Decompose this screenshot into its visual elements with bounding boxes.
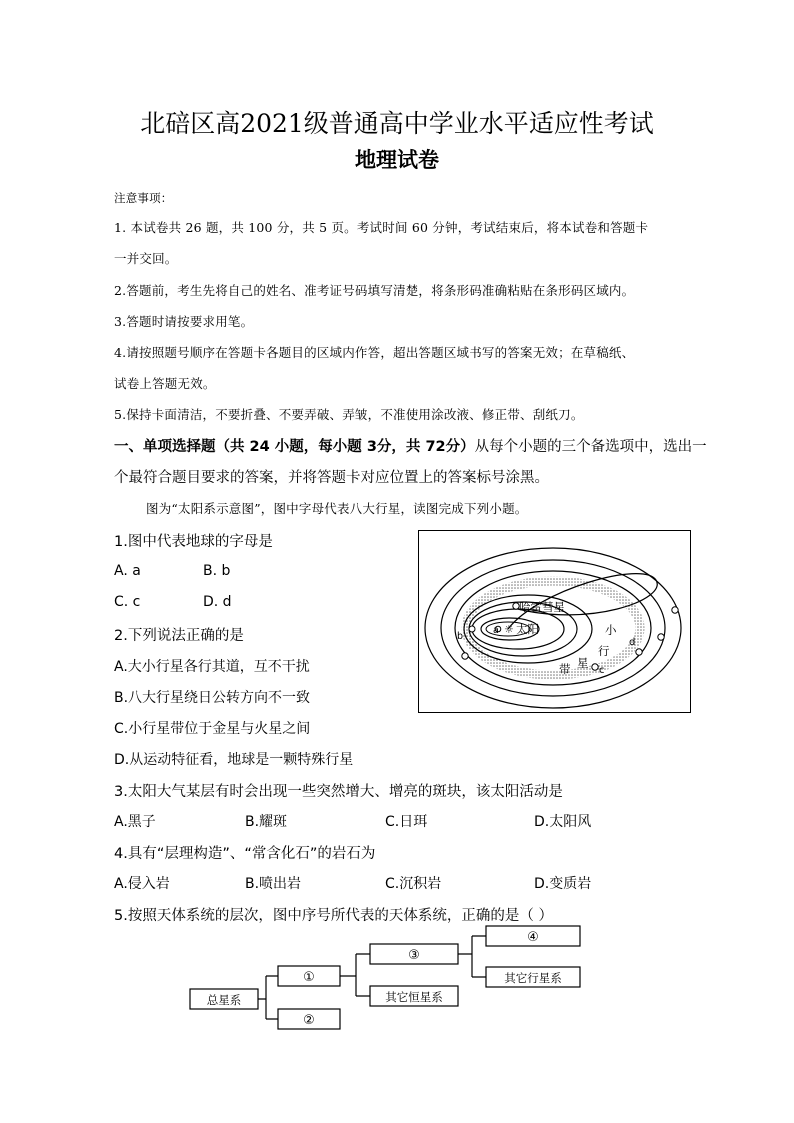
question-stem: 5.按照天体系统的层次，图中序号所代表的天体系统，正确的是（ ） bbox=[114, 908, 553, 924]
celestial-system-hierarchy-diagram bbox=[186, 924, 586, 1034]
option[interactable]: A.侵入岩 bbox=[114, 876, 170, 892]
section-heading: 一、单项选择题（共 24 小题，每小题 3分，共 72分） bbox=[114, 439, 475, 455]
sun-icon: ☼ bbox=[504, 623, 514, 636]
option[interactable]: D. d bbox=[203, 594, 232, 610]
section-instruction-line2: 个最符合题目要求的答案，并将答题卡对应位置上的答案标号涂黑。 bbox=[114, 470, 549, 486]
option[interactable]: A. a bbox=[114, 563, 141, 579]
question-intro: 图为“太阳系示意图”，图中字母代表八大行星，读图完成下列小题。 bbox=[146, 501, 528, 516]
question-stem: 1.图中代表地球的字母是 bbox=[114, 534, 273, 550]
section-heading-line bbox=[114, 435, 707, 456]
option[interactable]: B.耀斑 bbox=[245, 814, 288, 830]
question-stem: 2.下列说法正确的是 bbox=[114, 628, 244, 644]
node-1-label: ① bbox=[303, 970, 315, 985]
option[interactable]: D.变质岩 bbox=[534, 876, 592, 892]
planet-marker bbox=[672, 607, 678, 613]
planet-label: c bbox=[599, 665, 605, 676]
option[interactable]: C.小行星带位于金星与火星之间 bbox=[114, 721, 311, 737]
section-instruction: 从每个小题的三个备选项中，选出一 bbox=[474, 439, 707, 455]
root-label: 总星系 bbox=[206, 993, 242, 1007]
notice-line: 一并交回。 bbox=[114, 251, 178, 266]
planet-label: a bbox=[493, 625, 499, 636]
solar-system-diagram bbox=[418, 530, 691, 713]
question-stem: 3.太阳大气某层有时会出现一些突然增大、增亮的斑块，该太阳活动是 bbox=[114, 784, 563, 800]
sun-label: 太阳 bbox=[516, 622, 539, 636]
node-4-label: ④ bbox=[527, 930, 539, 945]
other-planet-label: 其它行星系 bbox=[504, 971, 562, 985]
connector bbox=[340, 954, 370, 996]
option[interactable]: C.沉积岩 bbox=[385, 876, 442, 892]
comet-label: 哈雷彗星 bbox=[519, 600, 565, 614]
exam-subtitle: 地理试卷 bbox=[355, 148, 439, 172]
belt-label: 行 bbox=[598, 644, 610, 658]
option[interactable]: C.日珥 bbox=[385, 814, 428, 830]
node-2-label: ② bbox=[303, 1013, 315, 1028]
notice-heading: 注意事项： bbox=[114, 191, 173, 205]
option[interactable]: B.八大行星绕日公转方向不一致 bbox=[114, 690, 311, 706]
planet-label: b bbox=[457, 631, 464, 642]
option[interactable]: D.从运动特征看，地球是一颗特殊行星 bbox=[114, 752, 354, 768]
other-star-label: 其它恒星系 bbox=[385, 990, 443, 1004]
notice-line: 1. 本试卷共 26 题，共 100 分，共 5 页。考试时间 60 分钟，考试结束后，将本试卷和答题卡 bbox=[114, 220, 649, 235]
exam-title: 北碚区高2021级普通高中学业水平适应性考试 bbox=[140, 109, 654, 138]
planet-marker bbox=[636, 649, 642, 655]
option[interactable]: D.太阳风 bbox=[534, 814, 592, 830]
connector bbox=[458, 936, 486, 977]
notice-line: 2.答题前，考生先将自己的姓名、准考证号码填写清楚，将条形码准确粘贴在条形码区域内。 bbox=[114, 283, 635, 298]
notice-line: 5.保持卡面清洁，不要折叠、不要弄破、弄皱，不准使用涂改液、修正带、刮纸刀。 bbox=[114, 407, 584, 422]
belt-label: 星 bbox=[577, 656, 589, 670]
planet-marker bbox=[462, 653, 468, 659]
option[interactable]: B.喷出岩 bbox=[245, 876, 302, 892]
planet-marker bbox=[658, 634, 664, 640]
question-stem: 4.具有“层理构造”、“常含化石”的岩石为 bbox=[114, 846, 376, 862]
option[interactable]: A.大小行星各行其道，互不干扰 bbox=[114, 659, 310, 675]
notice-line: 试卷上答题无效。 bbox=[114, 376, 216, 391]
node-3-label: ③ bbox=[408, 948, 420, 963]
notice-line: 4.请按照题号顺序在答题卡各题目的区域内作答，超出答题区域书写的答案无效；在草稿纸、 bbox=[114, 345, 635, 360]
planet-marker bbox=[469, 626, 475, 632]
option[interactable]: C. c bbox=[114, 594, 141, 610]
option[interactable]: B. b bbox=[203, 563, 231, 579]
option[interactable]: A.黑子 bbox=[114, 814, 156, 830]
belt-label: 带 bbox=[559, 662, 571, 676]
connector bbox=[258, 976, 278, 1019]
planet-marker bbox=[592, 664, 598, 670]
planet-label: d bbox=[629, 637, 636, 648]
belt-label: 小 bbox=[605, 623, 617, 637]
notice-line: 3.答题时请按要求用笔。 bbox=[114, 314, 254, 329]
